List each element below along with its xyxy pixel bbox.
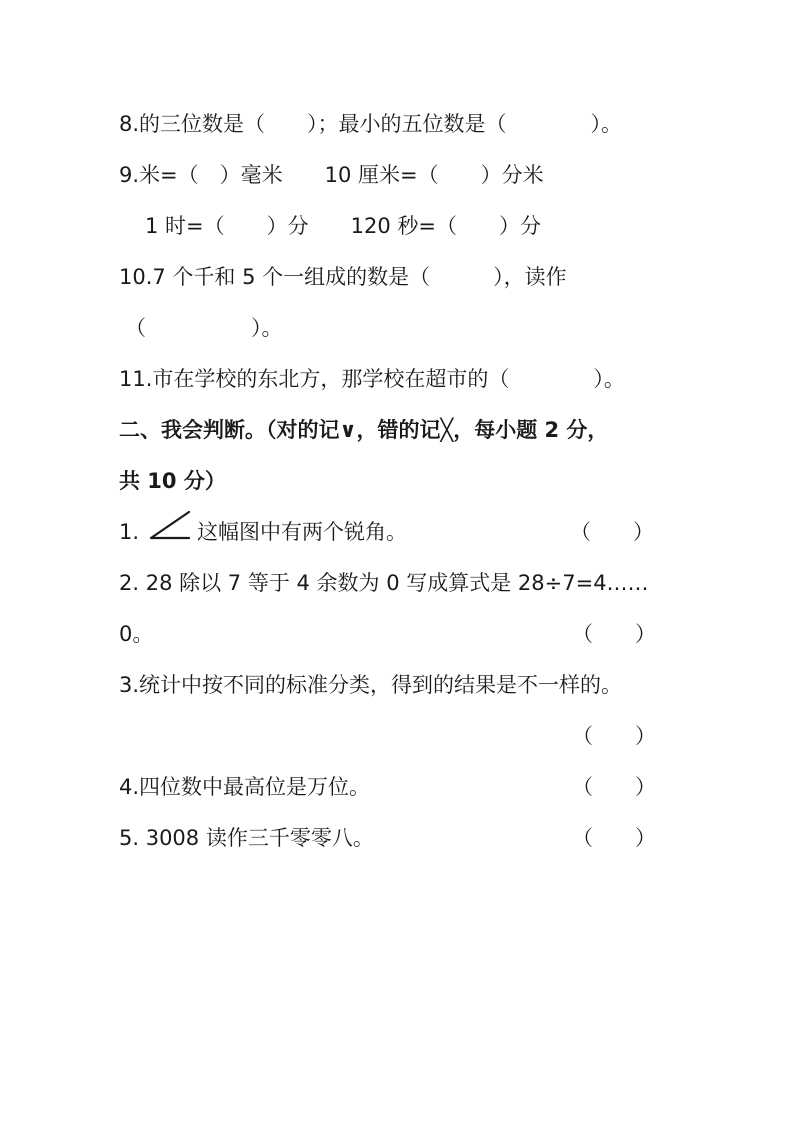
judge-1-number: 1.: [119, 520, 140, 544]
question-11: 11.市在学校的东北方，那学校在超市的（ ）。: [119, 367, 625, 391]
judge-2-line-2: 0。: [119, 622, 154, 646]
judge-5-text: 5. 3008 读作三千零零八。: [119, 826, 374, 850]
question-9-line-1: 9.米=（ ）毫米 10 厘米=（ ）分米: [119, 163, 544, 187]
judge-4-answer-bracket[interactable]: （ ）: [572, 775, 656, 799]
question-9-line-2: 1 时=（ ）分 120 秒=（ ）分: [145, 214, 541, 238]
question-8: 8.的三位数是（ ）；最小的五位数是（ ）。: [119, 112, 623, 136]
judge-2-answer-bracket[interactable]: （ ）: [572, 622, 656, 646]
judge-2-line-1: 2. 28 除以 7 等于 4 余数为 0 写成算式是 28÷7=4……: [119, 571, 649, 595]
section-two-heading-line-1: 二、我会判断。（对的记∨，错的记╳，每小题 2 分，: [119, 418, 609, 442]
judge-5-answer-bracket[interactable]: （ ）: [572, 826, 656, 850]
judge-3-answer-bracket[interactable]: （ ）: [572, 724, 656, 748]
question-10-line-1: 10.7 个千和 5 个一组成的数是（ ），读作: [119, 265, 567, 289]
judge-1-text: 这幅图中有两个锐角。: [197, 520, 407, 544]
question-10-line-2: （ ）。: [125, 316, 283, 340]
judge-3-text: 3.统计中按不同的标准分类，得到的结果是不一样的。: [119, 673, 623, 697]
judge-1-answer-bracket[interactable]: （ ）: [570, 520, 654, 544]
section-two-heading-line-2: 共 10 分）: [119, 469, 226, 493]
acute-angle-figure: [147, 508, 191, 542]
judge-4-text: 4.四位数中最高位是万位。: [119, 775, 371, 799]
